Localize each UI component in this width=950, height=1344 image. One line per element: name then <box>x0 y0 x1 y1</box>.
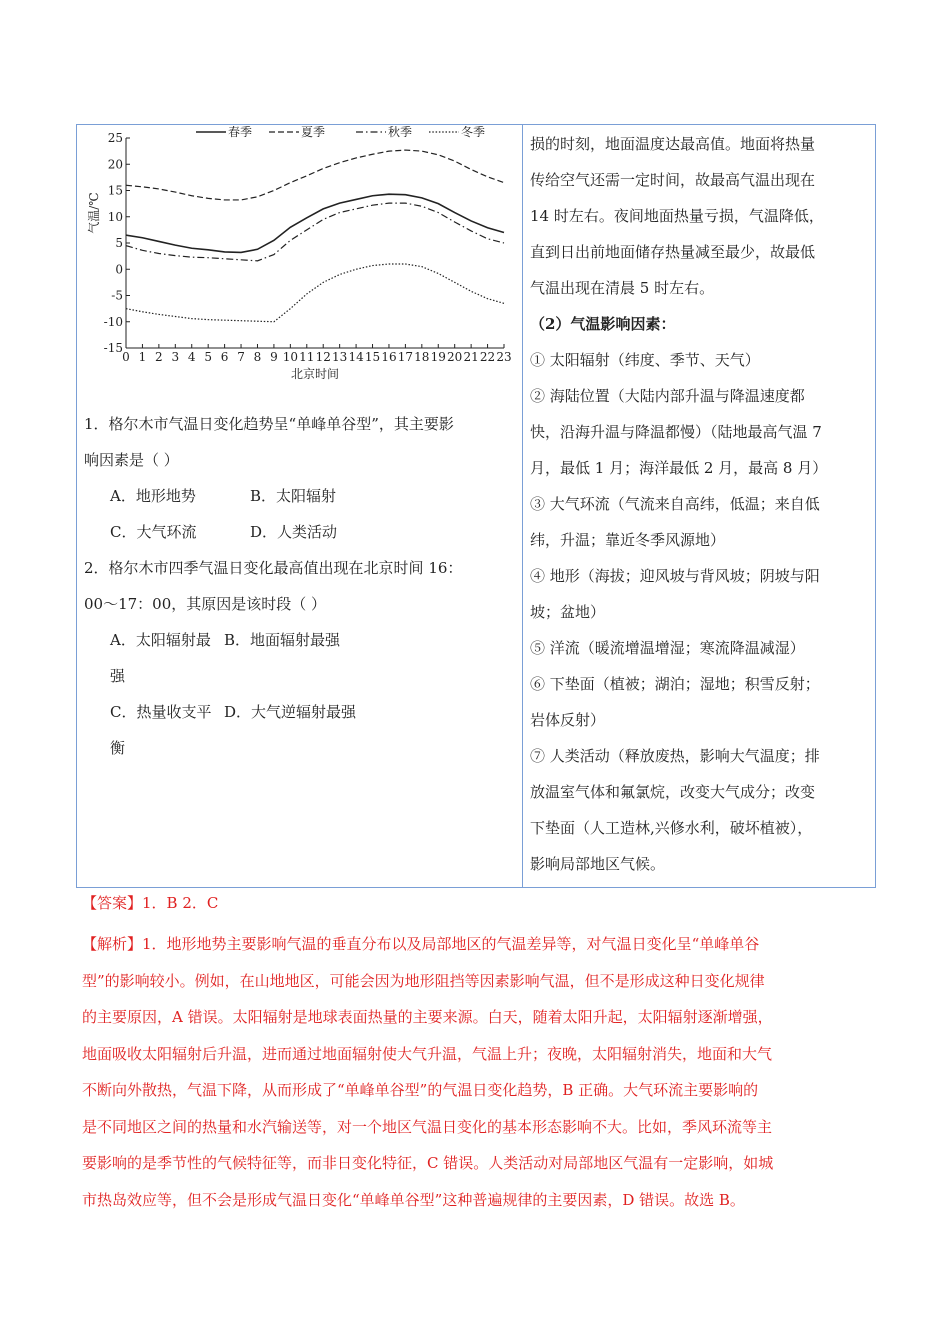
factor-line: ① 太阳辐射（纬度、季节、天气） <box>530 351 760 369</box>
factor-line: ⑤ 洋流（暖流增温增湿；寒流降温减湿） <box>530 639 805 657</box>
temperature-chart <box>84 126 516 388</box>
x-tick-label: 22 <box>479 350 496 364</box>
explanation-line: 直到日出前地面储存热量减至最少，故最低 <box>530 243 816 261</box>
x-tick-label: 2 <box>155 350 163 364</box>
y-tick-label: 25 <box>107 131 123 145</box>
x-tick-label: 10 <box>282 350 298 364</box>
series-line-2 <box>126 150 504 200</box>
answer-line <box>82 888 882 918</box>
legend-label-3: 秋季 <box>388 126 413 139</box>
explanation-line: 14 时左右。夜间地面热量亏损，气温降低， <box>530 207 824 225</box>
q1-option-a: A．地形地势 <box>110 487 196 505</box>
y-tick-label: -15 <box>103 341 123 355</box>
x-tick-label: 5 <box>204 350 212 364</box>
q1-option-c: C．大气环流 <box>110 523 197 541</box>
right-column <box>530 126 868 882</box>
legend-label-4: 冬季 <box>461 126 486 139</box>
y-tick-label: -5 <box>111 288 123 303</box>
x-tick-label: 18 <box>414 350 430 364</box>
x-tick-label: 20 <box>447 350 463 364</box>
analysis-line: 的主要原因，A 错误。太阳辐射是地球表面热量的主要来源。白天，随着太阳升起，太阳辐射逐渐增强， <box>82 1008 773 1026</box>
x-tick-label: 6 <box>220 350 229 364</box>
answer-text: 1．B 2．C <box>142 894 219 912</box>
x-tick-label: 13 <box>332 350 348 364</box>
x-tick-label: 14 <box>348 350 364 364</box>
x-tick-label: 19 <box>430 350 446 364</box>
q2-stem-line1: 2．格尔木市四季气温日变化最高值出现在北京时间 16： <box>84 559 463 577</box>
explanation-line: 损的时刻，地面温度达最高值。地面将热量 <box>530 135 816 153</box>
factor-line: 月，最低 1 月；海洋最低 2 月，最高 8 月） <box>530 459 828 477</box>
legend-label-1: 春季 <box>228 126 253 139</box>
factor-line: ③ 大气环流（气流来自高纬，低温；来自低 <box>530 495 820 513</box>
q1-options-row1 <box>84 478 516 514</box>
series-line-3 <box>126 203 504 261</box>
factor-line: ⑦ 人类活动（释放废热，影响大气温度；排 <box>530 747 820 765</box>
factor-line: 下垫面（人工造林,兴修水利，破坏植被）， <box>530 819 813 837</box>
x-tick-label: 7 <box>237 350 245 364</box>
x-tick-label: 0 <box>122 350 130 364</box>
series-line-4 <box>126 264 504 322</box>
analysis-first-line: 1．地形地势主要影响气温的垂直分布以及局部地区的气温差异等，对气温日变化呈“单峰单谷 <box>142 935 760 953</box>
analysis-line: 地面吸收太阳辐射后升温，进而通过地面辐射使大气升温，气温上升；夜晚，太阳辐射消失，地面和大气 <box>82 1044 773 1063</box>
x-tick-label: 23 <box>496 350 512 364</box>
factor-line: 放温室气体和氟氯烷，改变大气成分；改变 <box>530 783 816 801</box>
x-tick-label: 9 <box>270 350 278 364</box>
analysis-line: 型”的影响较小。例如，在山地地区，可能会因为地形阻挡等因素影响气温，但不是形成这种日变化规律 <box>82 971 765 990</box>
answer-label: 【答案】 <box>82 894 143 912</box>
explanation-line: 气温出现在清晨 5 时左右。 <box>530 279 715 297</box>
q2-option-a: A．太阳辐射最强 <box>110 631 211 685</box>
q1-options-row2 <box>84 514 516 550</box>
x-tick-label: 21 <box>463 350 479 364</box>
factor-line: ② 海陆位置（大陆内部升温与降温速度都 <box>530 387 805 405</box>
y-axis-label: 气温/℃ <box>87 192 101 234</box>
x-tick-label: 16 <box>381 350 397 364</box>
analysis-label: 【解析】 <box>82 935 143 953</box>
y-tick-label: 0 <box>115 262 123 277</box>
q2-options-row2 <box>84 694 516 766</box>
factor-line: 纬，升温；靠近冬季风源地） <box>530 531 726 549</box>
analysis-line: 要影响的是季节性的气候特征等，而非日变化特征，C 错误。人类活动对局部地区气温有一定影响，如城 <box>82 1154 774 1172</box>
x-tick-label: 1 <box>138 350 147 364</box>
q2-options-row1 <box>84 622 516 694</box>
x-tick-label: 17 <box>397 350 414 364</box>
column-divider <box>522 124 523 888</box>
y-tick-label: -10 <box>103 314 123 329</box>
q1-stem-line1: 1．格尔木市气温日变化趋势呈“单峰单谷型”，其主要影 <box>84 415 454 433</box>
factor-line: 影响局部地区气候。 <box>530 855 666 873</box>
y-tick-label: 20 <box>107 157 123 172</box>
factor-line: 快，沿海升温与降温都慢）（陆地最高气温 7 <box>530 423 822 441</box>
x-tick-label: 4 <box>187 350 196 364</box>
x-tick-label: 11 <box>299 350 315 364</box>
analysis-line: 不断向外散热，气温下降，从而形成了“单峰单谷型”的气温日变化趋势，B 正确。大气环流主要影响的 <box>82 1081 759 1099</box>
factor-line: ⑥ 下垫面（植被；湖泊；湿地；积雪反射； <box>530 675 820 693</box>
y-tick-label: 10 <box>107 209 123 224</box>
y-tick-label: 15 <box>107 183 123 198</box>
x-tick-label: 12 <box>315 350 331 364</box>
q1-option-b: B．太阳辐射 <box>250 487 337 505</box>
analysis-line <box>82 926 862 963</box>
x-tick-label: 3 <box>171 350 180 364</box>
q1-stem-line2: 响因素是（ ） <box>84 451 179 469</box>
factor-line: 岩体反射） <box>530 711 606 729</box>
factor-line: 坡；盆地） <box>530 603 606 621</box>
analysis-line: 市热岛效应等，但不会是形成气温日变化“单峰单谷型”这种普遍规律的主要因素，D 错误。故选 B。 <box>82 1190 745 1209</box>
y-tick-label: 5 <box>115 236 123 250</box>
q1-option-d: D．人类活动 <box>250 523 338 541</box>
q2-stem-line2: 00～17：00，其原因是该时段（ ） <box>84 595 327 613</box>
x-tick-label: 15 <box>364 350 381 364</box>
series-line-1 <box>126 194 504 252</box>
q2-option-c: C．热量收支平衡 <box>110 703 212 757</box>
x-axis-label: 北京时间 <box>290 367 340 381</box>
analysis-line: 是不同地区之间的热量和水汽输送等，对一个地区气温日变化的基本形态影响不大。比如，季风环流等主 <box>82 1117 773 1136</box>
factor-line: ④ 地形（海拔；迎风坡与背风坡；阴坡与阳 <box>530 567 820 585</box>
explanation-line: 传给空气还需一定时间，故最高气温出现在 <box>530 171 816 189</box>
analysis-block <box>82 926 862 1218</box>
legend-label-2: 夏季 <box>301 126 326 139</box>
factors-heading: （2）气温影响因素： <box>530 315 676 333</box>
q2-option-b: B．地面辐射最强 <box>224 631 341 649</box>
q2-option-d: D．大气逆辐射最强 <box>224 703 357 721</box>
x-tick-label: 8 <box>253 350 262 364</box>
left-column <box>84 126 516 766</box>
